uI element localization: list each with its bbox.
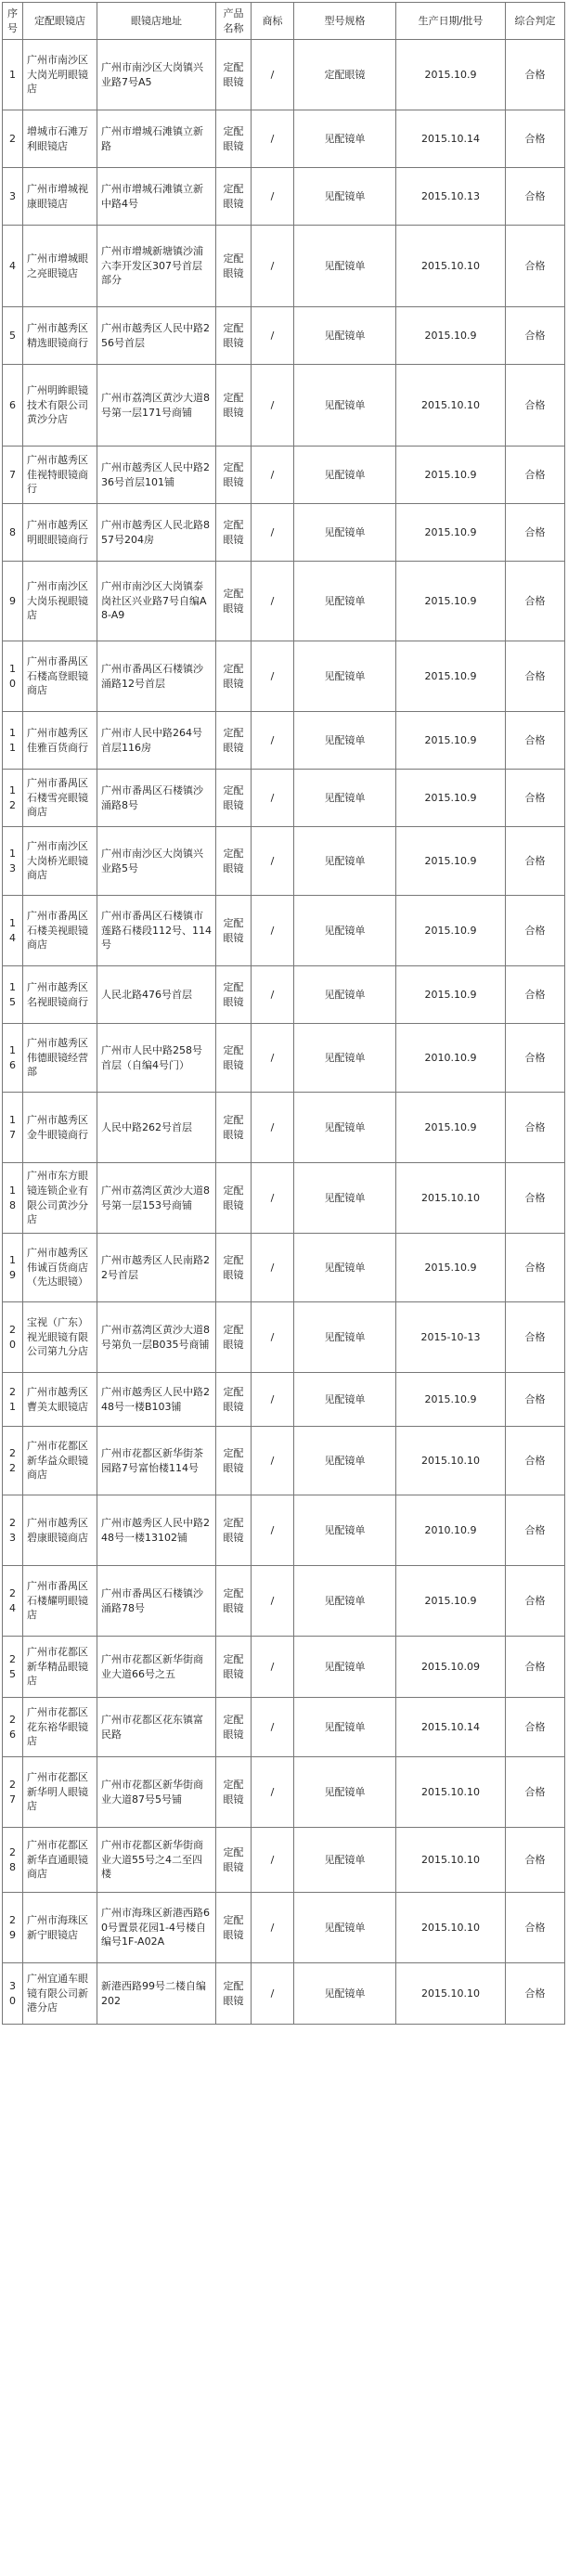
shop-address-cell: 广州市荔湾区黄沙大道8号第负一层B035号商铺 [97,1302,216,1373]
header-shop: 定配眼镜店 [23,3,97,40]
shop-name-cell: 广州市越秀区精选眼镜商行 [23,307,97,365]
table-row [3,1163,565,1234]
verdict-cell: 合格 [506,1893,565,1963]
product-name-cell: 定配眼镜 [216,504,252,562]
shop-address-cell: 广州市番禺区石楼镇市莲路石楼段112号、114号 [97,896,216,966]
shop-address-cell: 广州市增城新塘镇沙浦六李开发区307号首层部分 [97,226,216,307]
brand-cell: / [252,40,294,110]
verdict-cell: 合格 [506,1302,565,1373]
production-date-cell: 2015.10.13 [396,168,506,226]
model-spec-cell: 见配镜单 [294,770,396,827]
verdict-cell: 合格 [506,712,565,770]
verdict-cell: 合格 [506,1637,565,1698]
product-name-cell: 定配眼镜 [216,1234,252,1302]
product-name-cell: 定配眼镜 [216,1163,252,1234]
verdict-cell: 合格 [506,827,565,896]
production-date-cell: 2015.10.9 [396,827,506,896]
shop-address-cell: 广州市花都区新华街商业大道66号之五 [97,1637,216,1698]
brand-cell: / [252,1093,294,1163]
production-date-cell: 2015.10.9 [396,712,506,770]
verdict-cell: 合格 [506,1963,565,2025]
verdict-cell: 合格 [506,966,565,1024]
header-product: 产品名称 [216,3,252,40]
shop-address-cell: 广州市番禺区石楼镇沙涌路12号首层 [97,641,216,712]
model-spec-cell: 见配镜单 [294,504,396,562]
verdict-cell: 合格 [506,1093,565,1163]
product-name-cell: 定配眼镜 [216,168,252,226]
model-spec-cell: 见配镜单 [294,641,396,712]
shop-address-cell: 广州市南沙区大岗镇泰岗社区兴业路7号自编A8-A9 [97,562,216,641]
model-spec-cell: 见配镜单 [294,1566,396,1637]
shop-address-cell: 广州市海珠区新港西路60号置景花园1-4号楼自编号1F-A02A [97,1893,216,1963]
production-date-cell: 2010.10.9 [396,1024,506,1093]
verdict-cell: 合格 [506,504,565,562]
production-date-cell: 2015.10.9 [396,40,506,110]
production-date-cell: 2015.10.10 [396,1757,506,1828]
production-date-cell: 2010.10.9 [396,1495,506,1566]
shop-address-cell: 广州市南沙区大岗镇兴业路5号 [97,827,216,896]
table-row [3,1234,565,1302]
product-name-cell: 定配眼镜 [216,770,252,827]
model-spec-cell: 见配镜单 [294,827,396,896]
verdict-cell: 合格 [506,110,565,168]
table-row [3,447,565,504]
shop-name-cell: 宝视（广东）视光眼镜有限公司第九分店 [23,1302,97,1373]
brand-cell: / [252,110,294,168]
brand-cell: / [252,1302,294,1373]
row-index-cell: 20 [3,1302,23,1373]
shop-name-cell: 增城市石滩万利眼镜店 [23,110,97,168]
brand-cell: / [252,827,294,896]
row-index-cell: 6 [3,365,23,447]
table-row [3,1893,565,1963]
production-date-cell: 2015.10.9 [396,562,506,641]
verdict-cell: 合格 [506,40,565,110]
product-name-cell: 定配眼镜 [216,966,252,1024]
verdict-cell: 合格 [506,1698,565,1757]
verdict-cell: 合格 [506,641,565,712]
row-index-cell: 17 [3,1093,23,1163]
model-spec-cell: 见配镜单 [294,1963,396,2025]
shop-name-cell: 广州市越秀区佳视特眼镜商行 [23,447,97,504]
row-index-cell: 16 [3,1024,23,1093]
verdict-cell: 合格 [506,1373,565,1427]
header-model: 型号规格 [294,3,396,40]
production-date-cell: 2015.10.9 [396,1093,506,1163]
table-row [3,365,565,447]
table-row [3,1566,565,1637]
table-row [3,1963,565,2025]
shop-name-cell: 广州市花都区花东裕华眼镜店 [23,1698,97,1757]
row-index-cell: 5 [3,307,23,365]
product-name-cell: 定配眼镜 [216,226,252,307]
shop-name-cell: 广州市南沙区大岗桥光眼镜商店 [23,827,97,896]
shop-address-cell: 新港西路99号二楼自编202 [97,1963,216,2025]
product-name-cell: 定配眼镜 [216,1427,252,1495]
brand-cell: / [252,1963,294,2025]
brand-cell: / [252,1495,294,1566]
model-spec-cell: 见配镜单 [294,110,396,168]
table-row [3,168,565,226]
model-spec-cell: 见配镜单 [294,1024,396,1093]
brand-cell: / [252,1637,294,1698]
table-row [3,1698,565,1757]
shop-name-cell: 广州市越秀区明眼眼镜商行 [23,504,97,562]
header-result: 综合判定 [506,3,565,40]
shop-address-cell: 广州市番禺区石楼镇沙涌路78号 [97,1566,216,1637]
brand-cell: / [252,1566,294,1637]
table-row [3,827,565,896]
row-index-cell: 30 [3,1963,23,2025]
shop-name-cell: 广州市越秀区碧康眼镜商店 [23,1495,97,1566]
production-date-cell: 2015.10.10 [396,1427,506,1495]
model-spec-cell: 见配镜单 [294,447,396,504]
model-spec-cell: 见配镜单 [294,712,396,770]
brand-cell: / [252,1427,294,1495]
product-name-cell: 定配眼镜 [216,1963,252,2025]
brand-cell: / [252,641,294,712]
verdict-cell: 合格 [506,562,565,641]
table-row [3,1093,565,1163]
model-spec-cell: 见配镜单 [294,1302,396,1373]
product-name-cell: 定配眼镜 [216,1093,252,1163]
row-index-cell: 11 [3,712,23,770]
model-spec-cell: 定配眼镜 [294,40,396,110]
row-index-cell: 25 [3,1637,23,1698]
shop-address-cell: 广州市增城石滩镇立新中路4号 [97,168,216,226]
row-index-cell: 13 [3,827,23,896]
production-date-cell: 2015.10.14 [396,110,506,168]
shop-name-cell: 广州市花都区新华精品眼镜店 [23,1637,97,1698]
table-row [3,1757,565,1828]
model-spec-cell: 见配镜单 [294,365,396,447]
shop-name-cell: 广州市花都区新华益众眼镜商店 [23,1427,97,1495]
model-spec-cell: 见配镜单 [294,1698,396,1757]
production-date-cell: 2015.10.14 [396,1698,506,1757]
product-name-cell: 定配眼镜 [216,110,252,168]
shop-name-cell: 广州市越秀区名视眼镜商行 [23,966,97,1024]
shop-name-cell: 广州市越秀区曹美太眼镜店 [23,1373,97,1427]
brand-cell: / [252,1893,294,1963]
shop-name-cell: 广州市花都区新华直通眼镜商店 [23,1828,97,1893]
verdict-cell: 合格 [506,1495,565,1566]
brand-cell: / [252,1234,294,1302]
row-index-cell: 14 [3,896,23,966]
product-name-cell: 定配眼镜 [216,1828,252,1893]
row-index-cell: 24 [3,1566,23,1637]
product-name-cell: 定配眼镜 [216,641,252,712]
brand-cell: / [252,1698,294,1757]
row-index-cell: 23 [3,1495,23,1566]
header-brand: 商标 [252,3,294,40]
row-index-cell: 19 [3,1234,23,1302]
table-row [3,1495,565,1566]
model-spec-cell: 见配镜单 [294,1637,396,1698]
table-row [3,1828,565,1893]
model-spec-cell: 见配镜单 [294,966,396,1024]
model-spec-cell: 见配镜单 [294,1495,396,1566]
shop-name-cell: 广州市海珠区新宁眼镜店 [23,1893,97,1963]
table-row [3,712,565,770]
shop-address-cell: 广州市花都区新华街商业大道87号5号铺 [97,1757,216,1828]
shop-address-cell: 广州市花都区新华街茶园路7号富怡楼114号 [97,1427,216,1495]
product-name-cell: 定配眼镜 [216,447,252,504]
production-date-cell: 2015.10.10 [396,365,506,447]
product-name-cell: 定配眼镜 [216,562,252,641]
model-spec-cell: 见配镜单 [294,1893,396,1963]
product-name-cell: 定配眼镜 [216,40,252,110]
row-index-cell: 15 [3,966,23,1024]
verdict-cell: 合格 [506,1163,565,1234]
shop-name-cell: 广州市南沙区大岗乐视眼镜店 [23,562,97,641]
table-row [3,562,565,641]
shop-address-cell: 广州市越秀区人民中路236号首层101铺 [97,447,216,504]
shop-name-cell: 广州市番禺区石楼雪亮眼镜商店 [23,770,97,827]
shop-address-cell: 广州市增城石滩镇立新路 [97,110,216,168]
verdict-cell: 合格 [506,365,565,447]
shop-address-cell: 广州市人民中路258号首层（自编4号门） [97,1024,216,1093]
brand-cell: / [252,168,294,226]
model-spec-cell: 见配镜单 [294,1234,396,1302]
shop-name-cell: 广州市越秀区伟德眼镜经营部 [23,1024,97,1093]
shop-address-cell: 人民中路262号首层 [97,1093,216,1163]
product-name-cell: 定配眼镜 [216,1024,252,1093]
row-index-cell: 28 [3,1828,23,1893]
production-date-cell: 2015.10.9 [396,307,506,365]
table-row [3,1024,565,1093]
brand-cell: / [252,1024,294,1093]
table-row [3,641,565,712]
header-index: 序号 [3,3,23,40]
production-date-cell: 2015-10-13 [396,1302,506,1373]
shop-name-cell: 广州市东方眼镜连锁企业有限公司黄沙分店 [23,1163,97,1234]
production-date-cell: 2015.10.9 [396,504,506,562]
verdict-cell: 合格 [506,1566,565,1637]
shop-name-cell: 广州市增城视康眼镜店 [23,168,97,226]
row-index-cell: 7 [3,447,23,504]
verdict-cell: 合格 [506,770,565,827]
row-index-cell: 21 [3,1373,23,1427]
brand-cell: / [252,1828,294,1893]
production-date-cell: 2015.10.10 [396,1828,506,1893]
shop-name-cell: 广州市番禺区石楼高登眼镜商店 [23,641,97,712]
header-address: 眼镜店地址 [97,3,216,40]
model-spec-cell: 见配镜单 [294,168,396,226]
table-row [3,110,565,168]
shop-address-cell: 广州市越秀区人民北路857号204房 [97,504,216,562]
shop-name-cell: 广州宜通车眼镜有限公司新港分店 [23,1963,97,2025]
row-index-cell: 8 [3,504,23,562]
row-index-cell: 22 [3,1427,23,1495]
row-index-cell: 18 [3,1163,23,1234]
production-date-cell: 2015.10.9 [396,447,506,504]
row-index-cell: 2 [3,110,23,168]
shop-name-cell: 广州市番禺区石楼美视眼镜商店 [23,896,97,966]
brand-cell: / [252,307,294,365]
shop-name-cell: 广州市越秀区伟诚百货商店（先达眼镜） [23,1234,97,1302]
production-date-cell: 2015.10.9 [396,770,506,827]
row-index-cell: 1 [3,40,23,110]
shop-address-cell: 广州市人民中路264号首层116房 [97,712,216,770]
shop-address-cell: 广州市花都区花东镇富民路 [97,1698,216,1757]
verdict-cell: 合格 [506,1757,565,1828]
product-name-cell: 定配眼镜 [216,1757,252,1828]
product-name-cell: 定配眼镜 [216,1495,252,1566]
product-name-cell: 定配眼镜 [216,827,252,896]
row-index-cell: 10 [3,641,23,712]
model-spec-cell: 见配镜单 [294,1163,396,1234]
brand-cell: / [252,504,294,562]
table-row [3,770,565,827]
inspection-results-table [2,2,565,2025]
verdict-cell: 合格 [506,226,565,307]
product-name-cell: 定配眼镜 [216,307,252,365]
shop-name-cell: 广州明眸眼镜技术有限公司黄沙分店 [23,365,97,447]
product-name-cell: 定配眼镜 [216,365,252,447]
verdict-cell: 合格 [506,447,565,504]
shop-name-cell: 广州市增城眼之亮眼镜店 [23,226,97,307]
shop-address-cell: 广州市荔湾区黄沙大道8号第一层171号商铺 [97,365,216,447]
table-body [3,40,565,2025]
verdict-cell: 合格 [506,1024,565,1093]
row-index-cell: 3 [3,168,23,226]
shop-address-cell: 广州市番禺区石楼镇沙涌路8号 [97,770,216,827]
product-name-cell: 定配眼镜 [216,1637,252,1698]
production-date-cell: 2015.10.9 [396,896,506,966]
shop-address-cell: 人民北路476号首层 [97,966,216,1024]
shop-name-cell: 广州市番禺区石楼耀明眼镜店 [23,1566,97,1637]
brand-cell: / [252,365,294,447]
table-row [3,504,565,562]
brand-cell: / [252,1373,294,1427]
product-name-cell: 定配眼镜 [216,1698,252,1757]
product-name-cell: 定配眼镜 [216,1373,252,1427]
row-index-cell: 29 [3,1893,23,1963]
production-date-cell: 2015.10.10 [396,1163,506,1234]
row-index-cell: 12 [3,770,23,827]
shop-name-cell: 广州市越秀区佳雅百货商行 [23,712,97,770]
shop-name-cell: 广州市南沙区大岗光明眼镜店 [23,40,97,110]
brand-cell: / [252,226,294,307]
model-spec-cell: 见配镜单 [294,1757,396,1828]
table-row [3,966,565,1024]
brand-cell: / [252,896,294,966]
production-date-cell: 2015.10.9 [396,641,506,712]
table-row [3,1373,565,1427]
table-row [3,1427,565,1495]
shop-address-cell: 广州市越秀区人民中路248号一楼B103铺 [97,1373,216,1427]
shop-address-cell: 广州市花都区新华街商业大道55号之4二至四楼 [97,1828,216,1893]
model-spec-cell: 见配镜单 [294,1093,396,1163]
production-date-cell: 2015.10.09 [396,1637,506,1698]
shop-address-cell: 广州市荔湾区黄沙大道8号第一层153号商铺 [97,1163,216,1234]
production-date-cell: 2015.10.9 [396,966,506,1024]
production-date-cell: 2015.10.9 [396,1373,506,1427]
verdict-cell: 合格 [506,896,565,966]
shop-name-cell: 广州市越秀区金牛眼镜商行 [23,1093,97,1163]
production-date-cell: 2015.10.10 [396,226,506,307]
verdict-cell: 合格 [506,1427,565,1495]
production-date-cell: 2015.10.9 [396,1234,506,1302]
production-date-cell: 2015.10.10 [396,1963,506,2025]
row-index-cell: 27 [3,1757,23,1828]
brand-cell: / [252,447,294,504]
model-spec-cell: 见配镜单 [294,562,396,641]
header-date: 生产日期/批号 [396,3,506,40]
table-row [3,307,565,365]
brand-cell: / [252,1163,294,1234]
row-index-cell: 9 [3,562,23,641]
table-row [3,40,565,110]
model-spec-cell: 见配镜单 [294,1427,396,1495]
row-index-cell: 26 [3,1698,23,1757]
verdict-cell: 合格 [506,1234,565,1302]
model-spec-cell: 见配镜单 [294,1828,396,1893]
brand-cell: / [252,1757,294,1828]
product-name-cell: 定配眼镜 [216,1302,252,1373]
row-index-cell: 4 [3,226,23,307]
shop-address-cell: 广州市越秀区人民中路248号一楼13102铺 [97,1495,216,1566]
table-row [3,896,565,966]
table-row [3,1302,565,1373]
production-date-cell: 2015.10.10 [396,1893,506,1963]
shop-address-cell: 广州市南沙区大岗镇兴业路7号A5 [97,40,216,110]
model-spec-cell: 见配镜单 [294,896,396,966]
product-name-cell: 定配眼镜 [216,896,252,966]
model-spec-cell: 见配镜单 [294,1373,396,1427]
table-row [3,226,565,307]
product-name-cell: 定配眼镜 [216,1566,252,1637]
production-date-cell: 2015.10.9 [396,1566,506,1637]
verdict-cell: 合格 [506,307,565,365]
brand-cell: / [252,770,294,827]
model-spec-cell: 见配镜单 [294,226,396,307]
brand-cell: / [252,966,294,1024]
model-spec-cell: 见配镜单 [294,307,396,365]
shop-name-cell: 广州市花都区新华明人眼镜店 [23,1757,97,1828]
brand-cell: / [252,562,294,641]
table-header-row [3,3,565,40]
shop-address-cell: 广州市越秀区人民南路22号首层 [97,1234,216,1302]
product-name-cell: 定配眼镜 [216,1893,252,1963]
brand-cell: / [252,712,294,770]
product-name-cell: 定配眼镜 [216,712,252,770]
verdict-cell: 合格 [506,168,565,226]
table-row [3,1637,565,1698]
verdict-cell: 合格 [506,1828,565,1893]
shop-address-cell: 广州市越秀区人民中路256号首层 [97,307,216,365]
